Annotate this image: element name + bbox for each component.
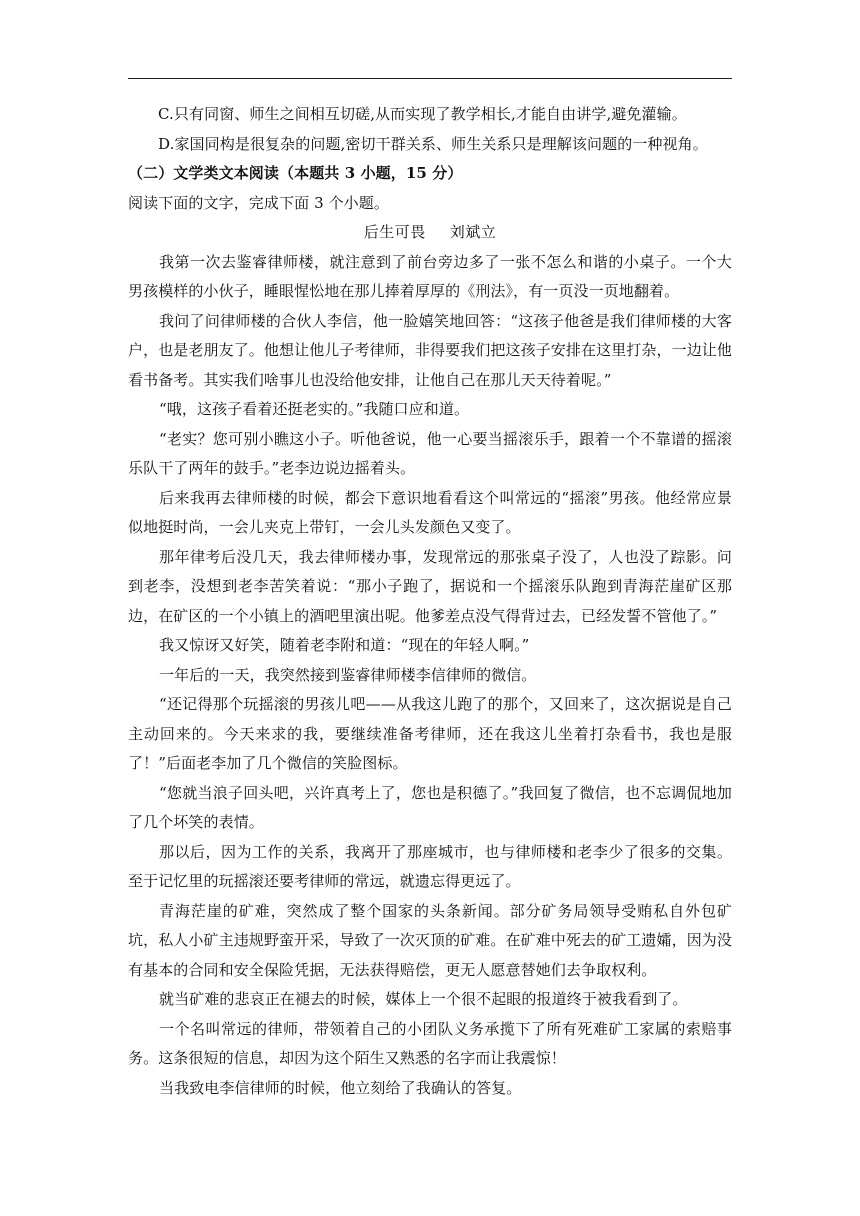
paragraph: “还记得那个玩摇滚的男孩儿吧——从我这儿跑了的那个，又回来了，这次据说是自己主动回来的。今天来求的我，要继续准备考律师，还在我这儿坐着打杂看书，我也是服了！”后面老李加了几个微信的笑脸图标。 bbox=[128, 695, 732, 772]
article-title: 后生可畏 bbox=[363, 223, 426, 241]
paragraph: 就当矿难的悲哀正在褪去的时候，媒体上一个很不起眼的报道终于被我看到了。 bbox=[159, 990, 688, 1008]
paragraph: 我问了问律师楼的合伙人李信，他一脸嬉笑地回答：“这孩子他爸是我们律师楼的大客户，也是老朋友了。他想让他儿子考律师，非得要我们把这孩子安排在这里打杂，一边让他看书备考。其实我们啥事儿也没给他安排，让他自己在那儿天天待着呢。” bbox=[128, 311, 733, 389]
paragraph: 当我致电李信律师的时候，他立刻给了我确认的答复。 bbox=[159, 1078, 522, 1097]
article-title-line bbox=[128, 218, 732, 248]
option-d: D.家国同构是很复杂的问题,密切干群关系、师生关系只是理解该问题的一种视角。 bbox=[158, 134, 708, 153]
section-instruction: 阅读下面的文字，完成下面 3 个小题。 bbox=[128, 193, 389, 212]
paragraph: “哦，这孩子看着还挺老实的。”我随口应和道。 bbox=[159, 400, 470, 418]
paragraph: 一个名叫常远的律师，带领着自己的小团队义务承揽下了所有死难矿工家属的索赔事务。这条很短的信息，却因为这个陌生又熟悉的名字而让我震惊！ bbox=[128, 1019, 732, 1067]
paragraph: 我第一次去鉴睿律师楼，就注意到了前台旁边多了一张不怎么和谐的小桌子。一个大男孩模样的小伙子，睡眼惺忪地在那儿捧着厚厚的《刑法》，有一页没一页地翻着。 bbox=[128, 252, 732, 300]
option-c: C.只有同窗、师生之间相互切磋,从而实现了教学相长,才能自由讲学,避免灌输。 bbox=[158, 105, 687, 123]
article-author: 刘斌立 bbox=[449, 223, 497, 241]
paragraph: 我又惊讶又好笑，随着老李附和道：“现在的年轻人啊。” bbox=[159, 636, 530, 654]
paragraph: 青海茫崖的矿难，突然成了整个国家的头条新闻。部分矿务局领导受贿私自外包矿坑，私人小矿主违规野蛮开采，导致了一次灭顶的矿难。在矿难中死去的矿工遗孀，因为没有基本的合同和安全保险凭据，无法获得赔偿，更无人愿意替她们去争取权利。 bbox=[128, 901, 733, 979]
document-body bbox=[128, 100, 732, 1103]
section-heading: （二）文学类文本阅读（本题共 3 小题，15 分） bbox=[128, 164, 463, 182]
paragraph: 那年律考后没几天，我去律师楼办事，发现常远的那张桌子没了，人也没了踪影。问到老李，没想到老李苦笑着说：“那小子跑了，据说和一个摇滚乐队跑到青海茫崖矿区那边，在矿区的一个小镇上的酒吧里演出呢。他爹差点没气得背过去，已经发誓不管他了。” bbox=[128, 547, 732, 625]
paragraph: 一年后的一天，我突然接到鉴睿律师楼李信律师的微信。 bbox=[159, 665, 537, 684]
paragraph: “老实？您可别小瞧这小子。听他爸说，他一心要当摇滚乐手，跟着一个不靠谱的摇滚乐队干了两年的鼓手。”老李边说边摇着头。 bbox=[128, 429, 732, 477]
paragraph: 那以后，因为工作的关系，我离开了那座城市，也与律师楼和老李少了很多的交集。至于记忆里的玩摇滚还要考律师的常远，就遗忘得更远了。 bbox=[128, 842, 732, 890]
paragraph: “您就当浪子回头吧，兴许真考上了，您也是积德了。”我回复了微信，也不忘调侃地加了几个坏笑的表情。 bbox=[128, 783, 732, 831]
paragraph: 后来我再去律师楼的时候，都会下意识地看看这个叫常远的“摇滚”男孩。他经常应景似地挺时尚，一会儿夹克上带钉，一会儿头发颜色又变了。 bbox=[128, 488, 732, 536]
header-rule bbox=[128, 78, 732, 79]
